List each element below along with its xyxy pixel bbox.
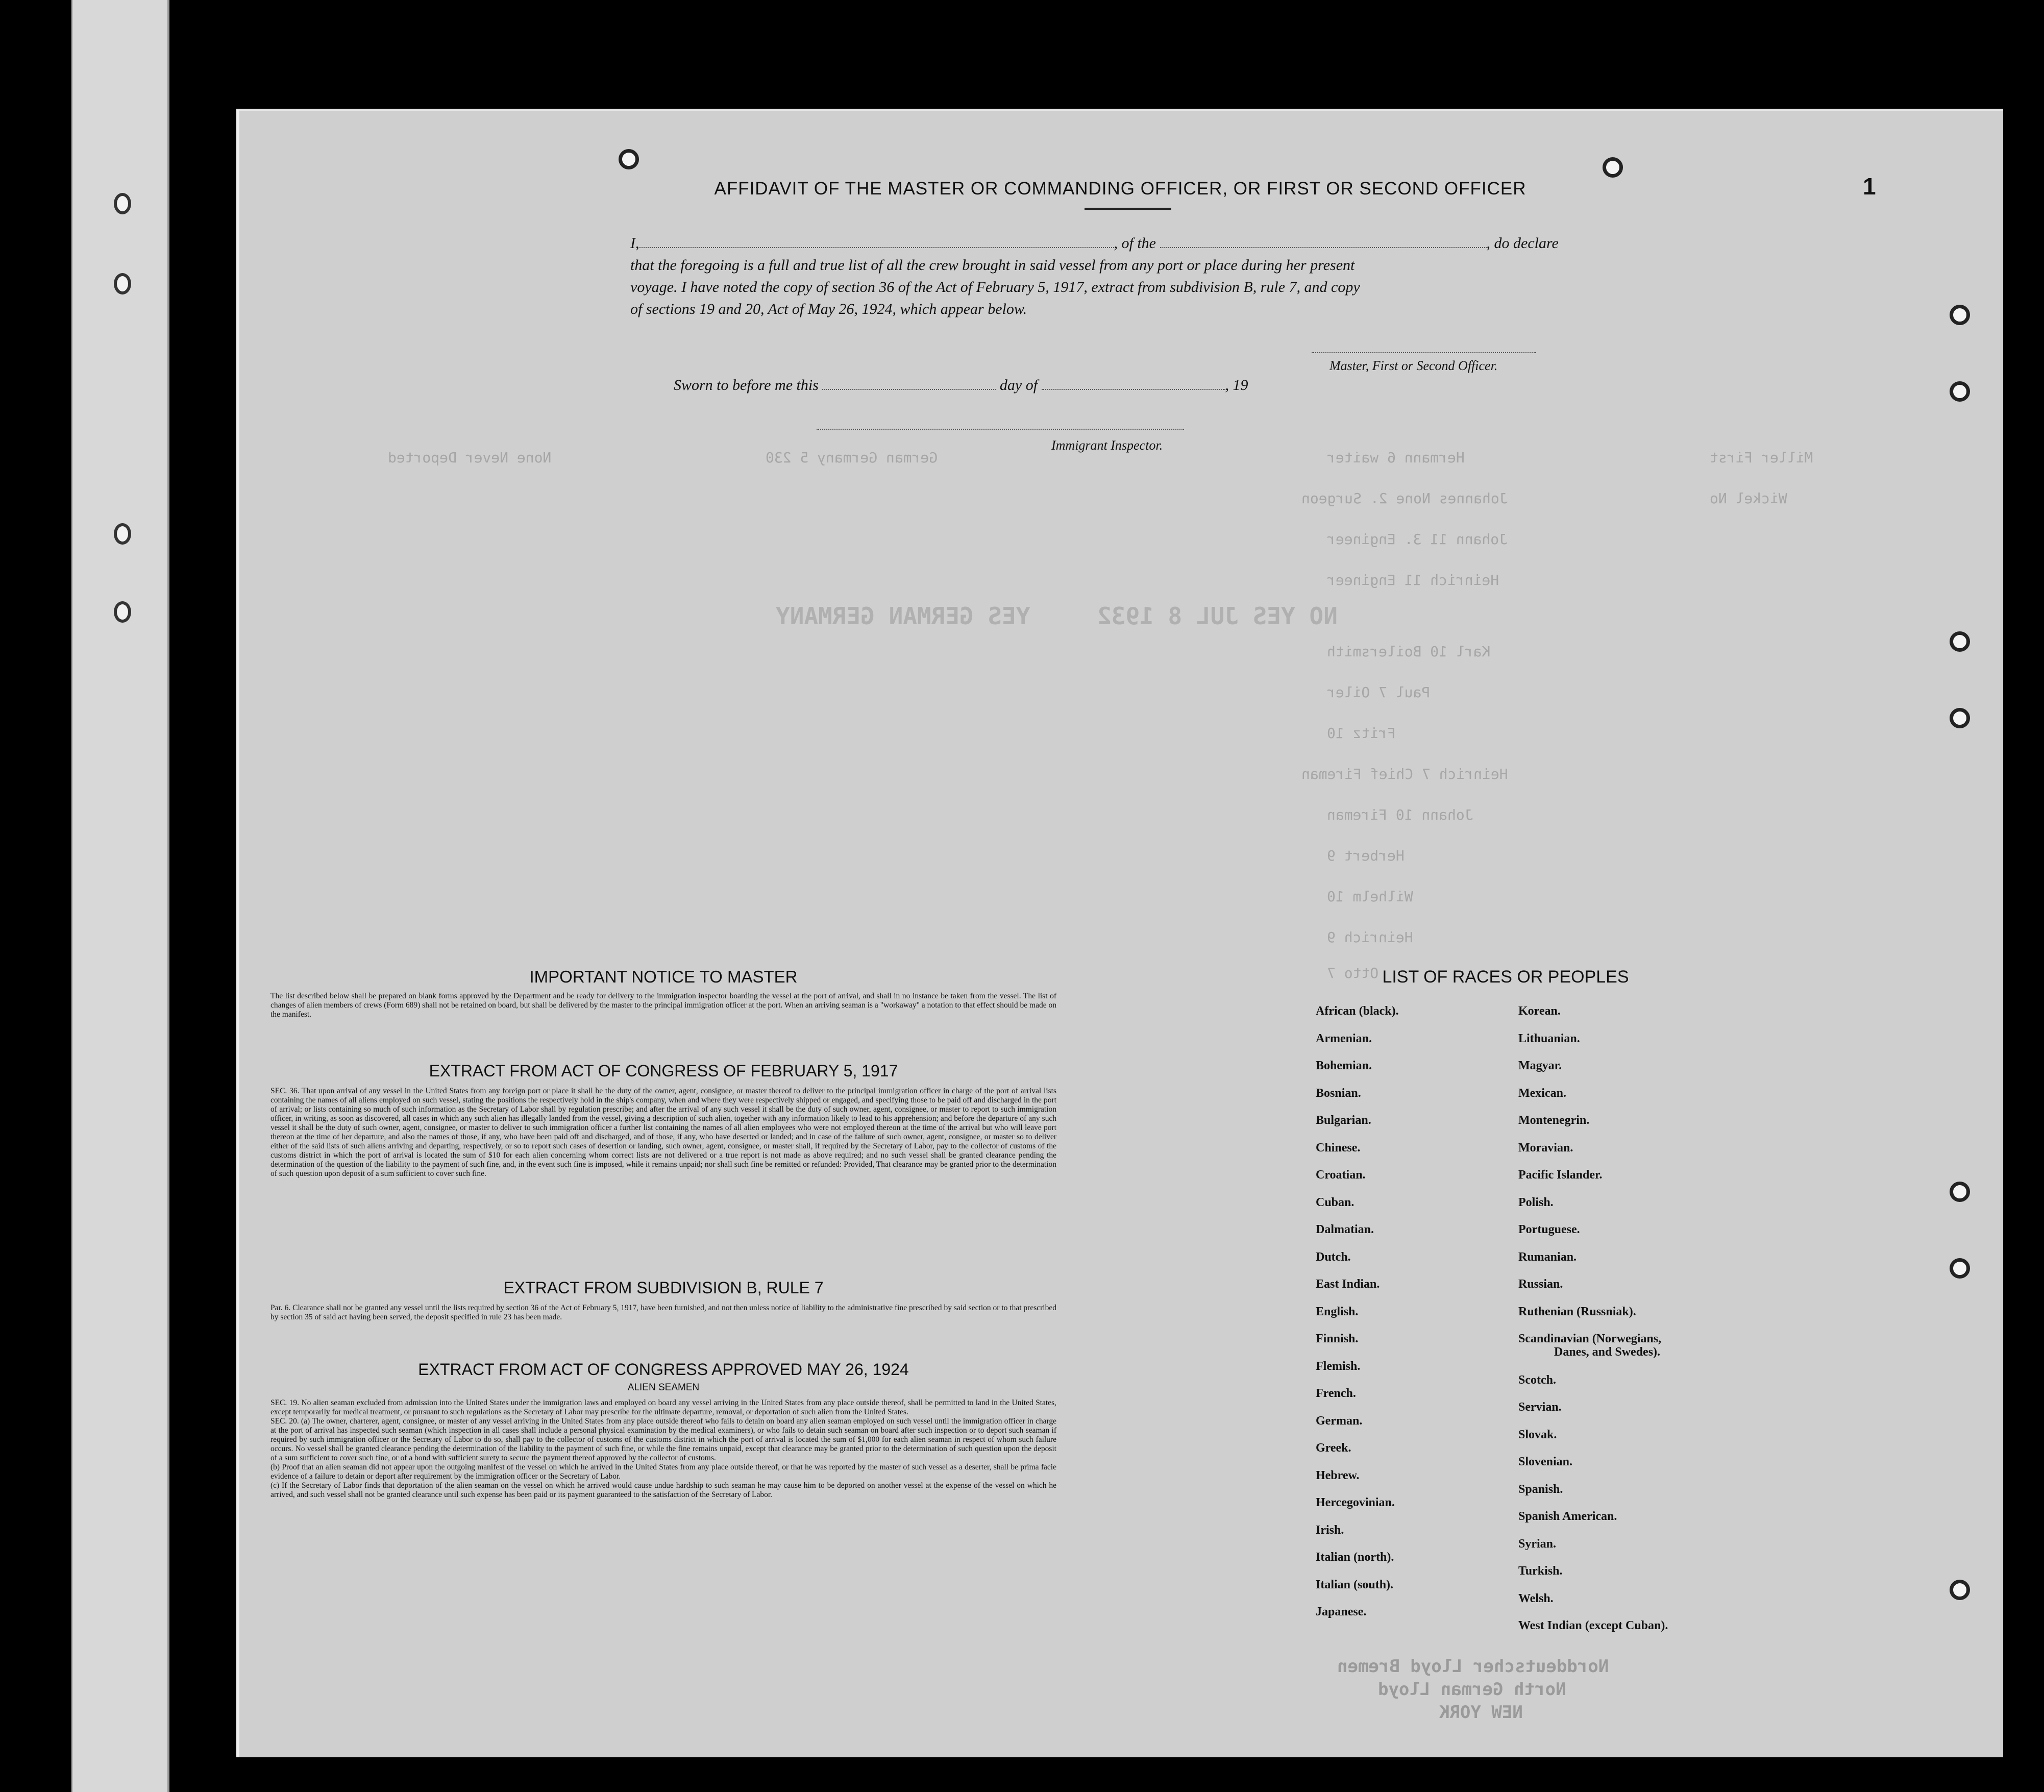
extract-1924-sec20: SEC. 20. (a) The owner, charterer, agent, consignee, or master of any vessel arriving in the United States from any place outside thereof who fails to detain on board any alien seaman employed on such vessel until the immigration officer in charge at the port of arrival has inspected such seaman (which inspection in all cases shall include a personal physical examination by the medical examiners), or who fails to detain such seaman on board after such inspection or to deport such seaman if required by such immigration officer or the Secretary of Labor to do so, shall pay to the collector of customs of the customs district in which the port of arrival is located the sum of $1,000 for each alien seaman in respect of whom such failure occurs. No vessel shall be granted clearance pending the determination of the liability to the payment of such fine, or while the fine remains unpaid, except that clearance may be granted prior to the determination of such question upon the deposit of a sum sufficient to cover such fine, or of a bond with sufficient surety to secure the payment thereof approved by the collector of customs. xyxy=(270,1416,1056,1462)
extract-1924-section xyxy=(270,1360,1056,1500)
race-item: Finnish. xyxy=(1316,1332,1359,1345)
race-item: Japanese. xyxy=(1316,1605,1367,1618)
ring-hole xyxy=(1950,631,1970,652)
race-item-line: Danes, and Swedes). xyxy=(1554,1345,1661,1359)
bleed-through-row: None Never Deported xyxy=(388,449,552,466)
bleed-through-row: German Germany 5 230 xyxy=(766,449,938,466)
ring-hole xyxy=(1950,1580,1970,1600)
title-underline xyxy=(1085,208,1171,210)
signature-line[interactable] xyxy=(1312,352,1536,353)
race-item: Bulgarian. xyxy=(1316,1114,1371,1127)
affidavit-do-declare: , do declare xyxy=(1486,235,1559,252)
ring-hole xyxy=(1950,1258,1970,1279)
extract-rule7-title: EXTRACT FROM SUBDIVISION B, RULE 7 xyxy=(503,1279,824,1297)
race-item: Dalmatian. xyxy=(1316,1223,1374,1236)
ring-hole xyxy=(1950,381,1970,402)
extract-1924-sec20b: (b) Proof that an alien seaman did not appear upon the outgoing manifest of the vessel on which he arrived in the United States from any place outside thereof, or that he was reported by the master of such vessel as a deserter, shall be prima facie evidence of a failure to detain or deport after requirement by the immigration officer or the Secretary of Labor. xyxy=(270,1462,1056,1481)
bleed-through-row: Heinrich 7 Chief Fireman xyxy=(1301,766,1508,782)
race-item: Italian (north). xyxy=(1316,1551,1394,1564)
race-item: Italian (south). xyxy=(1316,1578,1394,1591)
bleed-through-row: Wilhelm 10 xyxy=(1327,888,1413,905)
extract-1924-subtitle: ALIEN SEAMEN xyxy=(627,1382,700,1393)
extract-1917-body: SEC. 36. That upon arrival of any vessel in the United States from any foreign port or place it shall be the duty of the owner, agent, consignee, or master thereof to deliver to the principal immigration officer in charge of the port of arrival lists containing the names of all aliens employed on such vessel, stating the positions the respectively hold in the ship's company, when and where they were respectively shipped or engaged, and specifying those to be paid off and discharged in the port of arrival; or lists containing so much of such information as the Secretary of Labor shall by regulation prescribe; and after the arrival of any such vessel it shall be the duty of such owner, agent, consignee, or master to report to such immigration officer, in writing, as soon as discovered, all cases in which any such alien has illegally landed from the vessel, giving a description of such alien, together with any information likely to lead to his apprehension; and before the departure of any such vessel it shall be the duty of such owner, agent, consignee, or master to deliver to such immigration officer a further list containing the names of all alien employees who were not employed thereon at the time of the arrival but who will leave port thereon at the time of her departure, and also the names of those, if any, who have been paid off and discharged, and of those, if any, who have deserted or landed; and in case of the failure of such owner, agent, consignee, or master so to deliver either of the said lists of such aliens arriving and departing, respectively, or so to report such cases of desertion or landing, such owner, agent, consignee, or master shall, if required by the Secretary of Labor, pay to the collector of customs of the customs district in which the port of arrival is located the sum of $10 for each alien concerning whom correct lists are not delivered or a true report is not made as above required; and no such vessel shall be granted clearance pending the determination of the question of the liability to the payment of such fine, and, in the event such fine is imposed, while it remains unpaid; nor shall such fine be remitted or refunded: Provided, That clearance may be granted prior to the determination of such question upon deposit of a sum sufficient to cover such fine. xyxy=(270,1087,1056,1178)
race-item: Turkish. xyxy=(1518,1564,1563,1578)
bleed-through-stamp: NEW YORK xyxy=(1439,1702,1523,1723)
bleed-through-row: Heinrich 9 xyxy=(1327,929,1413,946)
year-prefix: , 19 xyxy=(1225,377,1248,394)
punch-hole xyxy=(114,523,131,545)
bleed-through-row: Heinrich 11 Engineer xyxy=(1327,572,1499,588)
affidavit-of-the: , of the xyxy=(1114,235,1156,252)
race-item: Lithuanian. xyxy=(1518,1032,1580,1045)
bleed-through-row: Johannes None 2. Surgeon xyxy=(1301,490,1508,507)
page-number: 1 xyxy=(1863,173,1876,200)
race-item: French. xyxy=(1316,1387,1356,1400)
race-item: Bosnian. xyxy=(1316,1086,1361,1100)
race-item: Chinese. xyxy=(1316,1141,1361,1155)
extract-rule7-body: Par. 6. Clearance shall not be granted any vessel until the lists required by section 36 of the Act of February 5, 1917, have been furnished, and not then unless notice of liability to the administrative fine prescribed by said section or to that prescribed by section 35 of said act having been served, the deposit specified in rule 23 has been made. xyxy=(270,1304,1056,1321)
race-item: Croatian. xyxy=(1316,1168,1366,1182)
punch-hole xyxy=(114,601,131,623)
race-item: Greek. xyxy=(1316,1441,1351,1455)
bleed-through-row: Wickel No xyxy=(1710,490,1787,507)
races-list-left xyxy=(1316,1004,1399,1633)
race-item: Dutch. xyxy=(1316,1250,1351,1264)
date-month-blank[interactable] xyxy=(1042,389,1225,390)
punch-hole xyxy=(114,273,131,294)
race-item: Syrian. xyxy=(1518,1537,1557,1551)
signature-caption: Master, First or Second Officer. xyxy=(1329,358,1498,373)
ring-hole xyxy=(1950,708,1970,728)
race-item: English. xyxy=(1316,1305,1359,1318)
left-margin-strip xyxy=(71,0,169,1792)
race-item: Mexican. xyxy=(1518,1086,1566,1100)
race-item: German. xyxy=(1316,1414,1363,1428)
race-item: Moravian. xyxy=(1518,1141,1573,1155)
race-item: West Indian (except Cuban). xyxy=(1518,1619,1668,1632)
race-item: Spanish. xyxy=(1518,1482,1563,1496)
name-blank[interactable] xyxy=(639,247,1114,248)
sworn-before: Sworn to before me this xyxy=(674,377,819,394)
race-item: Irish. xyxy=(1316,1523,1344,1537)
extract-1924-title: EXTRACT FROM ACT OF CONGRESS APPROVED MAY 26, 1924 xyxy=(418,1360,909,1379)
race-item: Polish. xyxy=(1518,1195,1554,1209)
date-day-blank[interactable] xyxy=(822,389,996,390)
ring-hole xyxy=(1603,157,1623,178)
inspector-signature-line[interactable] xyxy=(817,429,1184,430)
race-item: Servian. xyxy=(1518,1401,1562,1414)
bleed-through-row: Karl 10 Boilersmith xyxy=(1327,643,1491,660)
affidavit-line-1 xyxy=(630,235,1559,252)
bleed-through-row: Herbert 9 xyxy=(1327,847,1405,864)
affidavit-line-3: voyage. I have noted the copy of section 36 of the Act of February 5, 1917, extract from subdivision B, rule 7, and copy xyxy=(630,279,1360,296)
races-list-right xyxy=(1518,1004,1668,1647)
race-item: Armenian. xyxy=(1316,1032,1372,1045)
race-item: East Indian. xyxy=(1316,1278,1380,1291)
race-item: Bohemian. xyxy=(1316,1059,1372,1072)
affidavit-i: I, xyxy=(630,235,639,252)
bleed-through-row: Hermann 6 waiter xyxy=(1327,449,1465,466)
manifest-sheet xyxy=(236,109,2003,1757)
bleed-through-row: Johann 10 Fireman xyxy=(1327,806,1473,823)
extract-1924-sec20c: (c) If the Secretary of Labor finds that deportation of the alien seaman on the vessel on which he arrived would cause undue hardship to such seaman he may cause him to be deported on another vessel at the expense of the vessel on which he arrived, and such vessel shall not be granted clearance until such expense has been paid or its payment guaranteed to the satisfaction of the Secretary of Labor. xyxy=(270,1481,1056,1499)
ring-hole xyxy=(1950,305,1970,325)
notice-body: The list described below shall be prepared on blank forms approved by the Department and be ready for delivery to the immigration inspector boarding the vessel at the port of arrival, and shall in no instance be taken from the vessel. The list of changes of alien members of crews (Form 689) shall not be retained on board, but shall be delivered by the master to the principal immigration officer at the port. When an arriving seaman is a "workaway" a notation to that effect should be made on the manifest. xyxy=(270,992,1056,1019)
affidavit-title: AFFIDAVIT OF THE MASTER OR COMMANDING OFFICER, OR FIRST OR SECOND OFFICER xyxy=(714,179,1526,199)
race-item: Flemish. xyxy=(1316,1359,1361,1373)
punch-hole xyxy=(114,193,131,214)
race-item: Montenegrin. xyxy=(1518,1114,1590,1127)
bleed-through-stamp: NO YES JUL 8 1932 xyxy=(1097,602,1338,630)
race-item: Spanish American. xyxy=(1518,1510,1617,1523)
race-item: Korean. xyxy=(1518,1004,1561,1018)
race-item: Hebrew. xyxy=(1316,1468,1360,1482)
bleed-through-row: Paul 7 Oiler xyxy=(1327,684,1431,701)
affidavit-line-2: that the foregoing is a full and true list of all the crew brought in said vessel from any port or place during her present xyxy=(630,257,1355,274)
inspector-caption: Immigrant Inspector. xyxy=(1051,438,1163,453)
bleed-through-stamp: YES GERMAN GERMANY xyxy=(776,602,1030,630)
bleed-through-stamp: North German Lloyd xyxy=(1378,1679,1566,1700)
race-item: Magyar. xyxy=(1518,1059,1562,1072)
race-item: Portuguese. xyxy=(1518,1223,1580,1236)
ring-hole xyxy=(1950,1182,1970,1202)
bleed-through-row: Johann 11 3. Engineer xyxy=(1327,531,1508,548)
bleed-through-row: Fritz 10 xyxy=(1327,725,1396,742)
race-item: Cuban. xyxy=(1316,1195,1355,1209)
vessel-blank[interactable] xyxy=(1160,247,1487,248)
race-item: Rumanian. xyxy=(1518,1250,1577,1264)
race-item: Slovak. xyxy=(1518,1428,1557,1441)
race-item-scandinavian xyxy=(1518,1332,1668,1373)
extract-1917-title: EXTRACT FROM ACT OF CONGRESS OF FEBRUARY 5, 1917 xyxy=(429,1062,898,1080)
race-item: Ruthenian (Russniak). xyxy=(1518,1305,1636,1318)
ring-hole xyxy=(619,149,639,169)
sworn-line xyxy=(674,377,1248,394)
race-item: Slovenian. xyxy=(1518,1455,1573,1468)
race-item: Welsh. xyxy=(1518,1591,1554,1605)
bleed-through-row: Miller First xyxy=(1710,449,1813,466)
extract-1924-sec19: SEC. 19. No alien seaman excluded from admission into the United States under the immigration laws and employed on board any vessel arriving in the United States from any place outside thereof, shall be permitted to land in the United States, except temporarily for medical treatment, or pursuant to such regulations as the Secretary of Labor may prescribe for the ultimate departure, removal, or deportation of such alien from the United States. xyxy=(270,1398,1056,1416)
extract-rule7-section xyxy=(270,1279,1056,1322)
affidavit-line-4: of sections 19 and 20, Act of May 26, 1924, which appear below. xyxy=(630,301,1027,317)
race-item: Russian. xyxy=(1518,1278,1563,1291)
race-item: Scotch. xyxy=(1518,1373,1556,1387)
extract-1917-section xyxy=(270,1062,1056,1179)
bleed-through-stamp: Norddeutscher Lloyd Bremen xyxy=(1337,1656,1609,1677)
day-of: day of xyxy=(999,377,1038,394)
race-item: Hercegovinian. xyxy=(1316,1496,1395,1509)
notice-title: IMPORTANT NOTICE TO MASTER xyxy=(529,967,798,986)
race-item: African (black). xyxy=(1316,1004,1399,1018)
notice-section xyxy=(270,967,1056,1019)
races-title: LIST OF RACES OR PEOPLES xyxy=(1382,967,1629,987)
bleed-through-row: Otto 7 xyxy=(1327,965,1379,981)
race-item-line: Scandinavian (Norwegians, xyxy=(1518,1332,1662,1345)
race-item: Pacific Islander. xyxy=(1518,1168,1603,1182)
